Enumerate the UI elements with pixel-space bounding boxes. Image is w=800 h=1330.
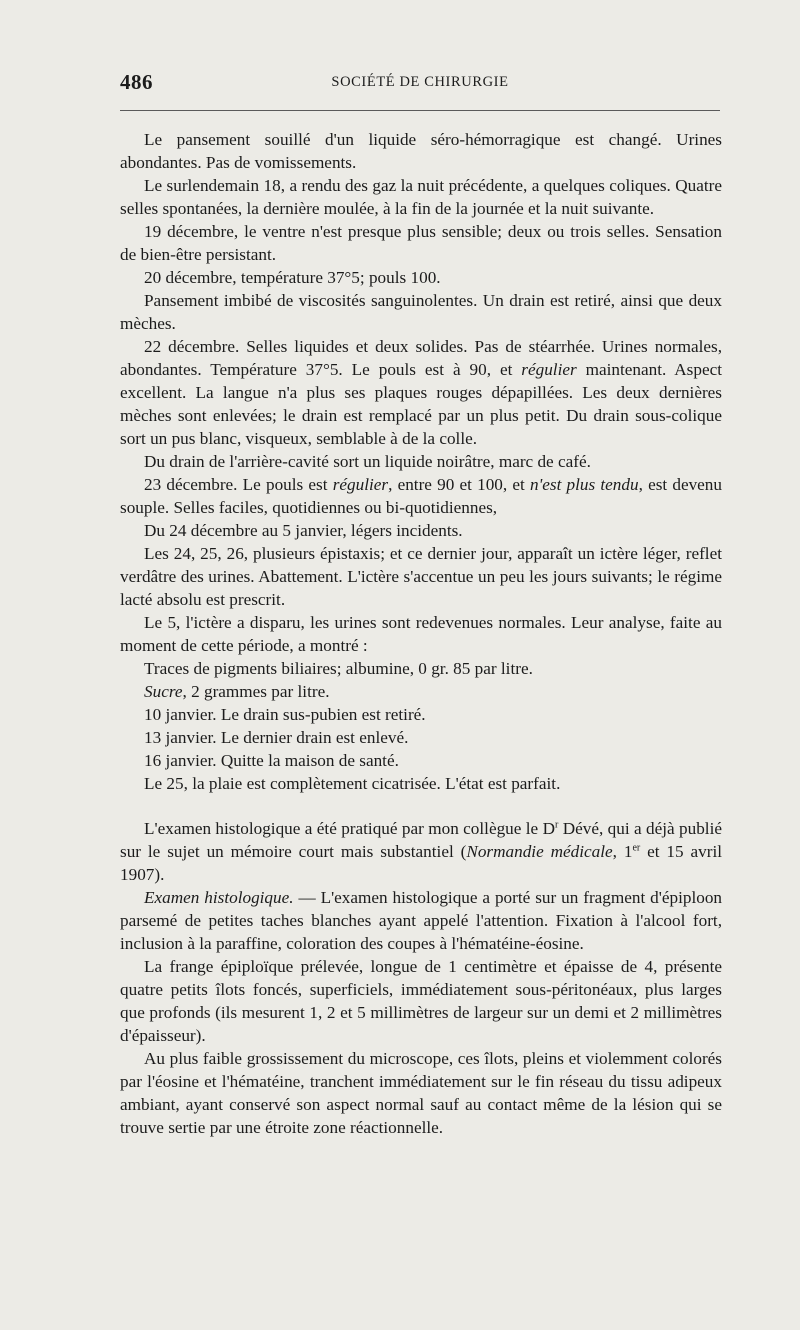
italic-text: Sucre xyxy=(144,682,183,701)
text-run: , 2 grammes par litre. xyxy=(182,682,330,701)
paragraph: Le pansement souillé d'un liquide séro-hémorragique est changé. Urines abondantes. Pas de vomissements. xyxy=(120,130,722,172)
paragraph: Les 24, 25, 26, plusieurs épistaxis; et ce dernier jour, apparaît un ictère léger, reflet verdâtre des urines. Abattement. L'ictère s'accentue un peu les jours suivants; le régime lacté absolu est prescrit. xyxy=(120,544,722,609)
paragraph: 16 janvier. Quitte la maison de santé. xyxy=(144,751,399,770)
superscript: er xyxy=(632,842,641,854)
running-title: SOCIÉTÉ DE CHIRURGIE xyxy=(331,74,509,90)
page-header xyxy=(120,70,720,100)
text-run: — L'examen histologique a porté sur un fragment d'épiploon parsemé de petites taches blanches ayant appelé l'attention. Fixation à l'alcool fort, inclusion à la paraffine, coloration des coupes à l'hématéine-éosine. xyxy=(120,888,723,953)
paragraph: Du drain de l'arrière-cavité sort un liquide noirâtre, marc de café. xyxy=(144,452,591,471)
text-run: , est devenu souple. Selles faciles, quotidiennes ou bi-quotidiennes, xyxy=(120,475,722,517)
paragraph: Au plus faible grossissement du microscope, ces îlots, pleins et violemment colorés par l'éosine et l'hématéine, tranchent immédiatement sur le fin réseau du tissu adipeux ambiant, ayant conservé son aspect normal sauf au contact même de la lésion qui se trouve sertie par une étroite zone réactionnelle. xyxy=(120,1049,722,1137)
paragraph: Pansement imbibé de viscosités sanguinolentes. Un drain est retiré, ainsi que deux mèches. xyxy=(120,291,722,333)
paragraph xyxy=(120,680,722,703)
section-break xyxy=(120,795,722,817)
paragraph: 19 décembre, le ventre n'est presque plus sensible; deux ou trois selles. Sensation de bien-être persistant. xyxy=(120,222,722,264)
paragraph xyxy=(120,886,722,955)
text-run: , entre 90 et 100, et xyxy=(388,475,530,494)
text-run: 23 décembre. Le pouls est xyxy=(144,475,333,494)
paragraph xyxy=(120,473,722,519)
italic-heading: Examen histologique. xyxy=(144,888,294,907)
paragraph: Traces de pigments biliaires; albumine, 0 gr. 85 par litre. xyxy=(144,659,533,678)
text-run: , 1 xyxy=(612,842,633,861)
italic-text: Normandie médicale xyxy=(466,842,613,861)
text-run: et 15 avril 1907). xyxy=(120,842,723,884)
paragraph: Le 5, l'ictère a disparu, les urines sont redevenues normales. Leur analyse, faite au moment de cette période, a montré : xyxy=(120,613,722,655)
italic-text: n'est plus tendu xyxy=(529,475,639,494)
superscript: r xyxy=(554,819,559,831)
paragraph: Le surlendemain 18, a rendu des gaz la nuit précédente, a quelques coliques. Quatre selles spontanées, la dernière moulée, à la fin de la journée et la nuit suivante. xyxy=(120,176,722,218)
italic-text: régulier xyxy=(521,360,577,379)
text-run: 22 décembre. Selles liquides et deux solides. Pas de stéarrhée. Urines normales, abondantes. Température 37°5. Le pouls est à 90, et xyxy=(120,337,722,379)
text-run: L'examen histologique a été pratiqué par mon collègue le D xyxy=(144,819,555,838)
page-number: 486 xyxy=(120,70,153,94)
paragraph: 13 janvier. Le dernier drain est enlevé. xyxy=(144,728,409,747)
paragraph: 10 janvier. Le drain sus-pubien est retiré. xyxy=(144,705,426,724)
header-rule xyxy=(120,110,720,111)
body-text xyxy=(120,128,722,1139)
paragraph: Du 24 décembre au 5 janvier, légers incidents. xyxy=(144,521,463,540)
paragraph xyxy=(120,335,722,450)
text-run: maintenant. Aspect excellent. La langue n'a plus ses plaques rouges dépapillées. Les deux dernières mèches sont enlevées; le drain est remplacé par un plus petit. Du drain sous-colique sort un pus blanc, visqueux, semblable à de la colle. xyxy=(120,360,722,448)
paragraph: La frange épiploïque prélevée, longue de 1 centimètre et épaisse de 4, présente quatre petits îlots foncés, superficiels, immédiatement sous-péritonéaux, plus larges que profonds (ils mesurent 1, 2 et 5 millimètres de largeur sur un demi et 2 millimètres d'épaisseur). xyxy=(120,957,722,1045)
text-run: Dévé, qui a déjà publié sur le sujet un mémoire court mais substantiel ( xyxy=(120,819,722,861)
paragraph: Le 25, la plaie est complètement cicatrisée. L'état est parfait. xyxy=(144,774,561,793)
italic-text: régulier xyxy=(332,475,389,494)
paragraph xyxy=(120,817,722,886)
paragraph: 20 décembre, température 37°5; pouls 100. xyxy=(144,268,441,287)
